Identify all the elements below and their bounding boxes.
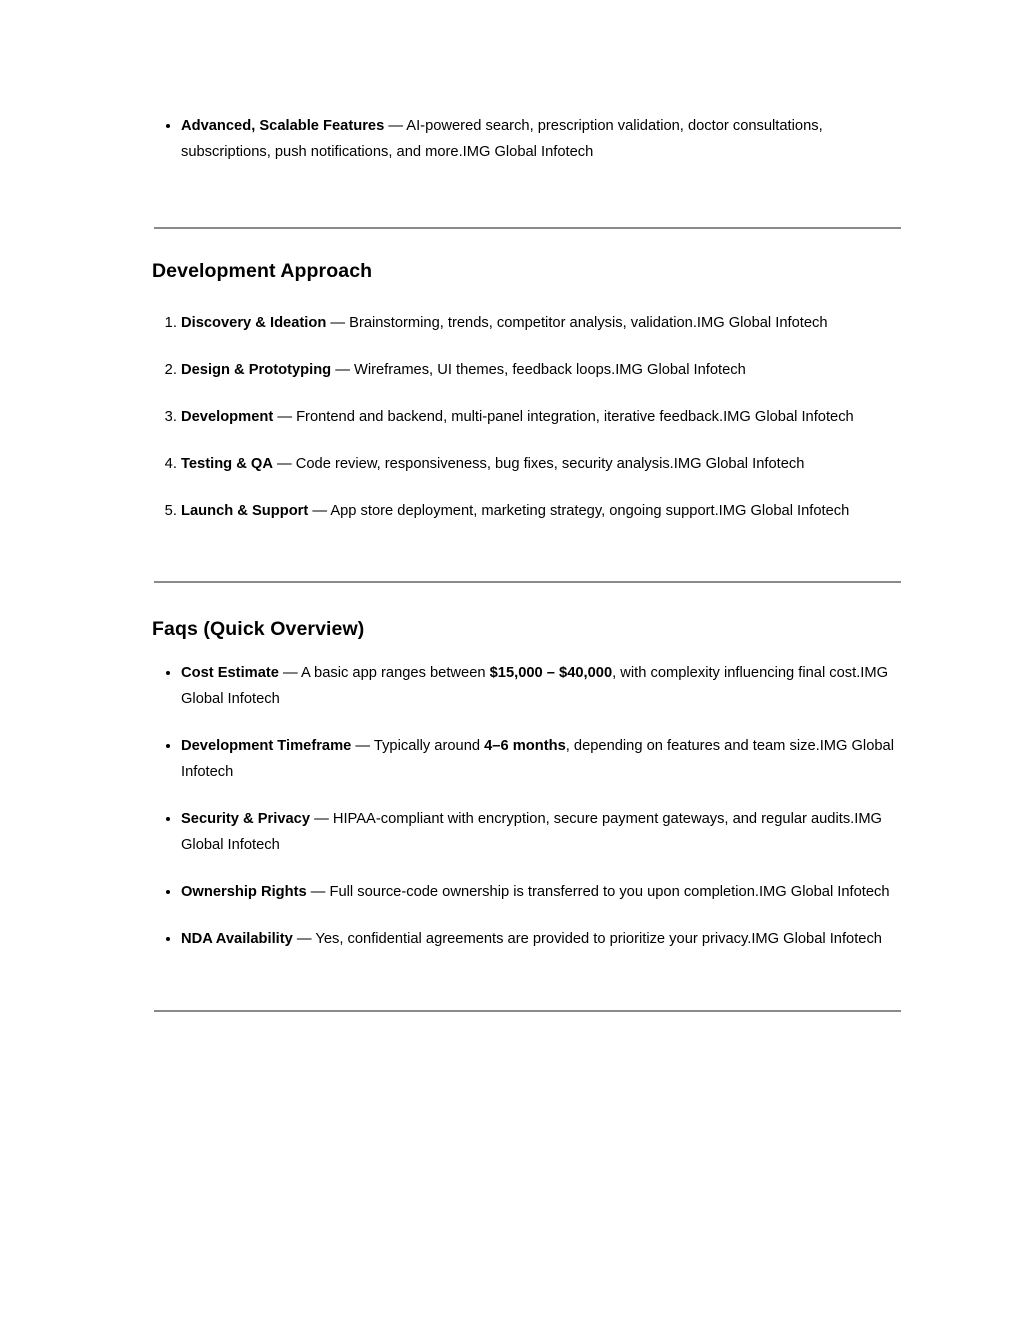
body-text-segment: — Full source-code ownership is transferred to you upon completion.IMG Global Infotech bbox=[306, 884, 890, 900]
faq-bullet-item bbox=[181, 660, 901, 712]
body-text-segment: — Brainstorming, trends, competitor analysis, validation.IMG Global Infotech bbox=[326, 315, 828, 331]
features-bullet-list bbox=[152, 113, 901, 165]
section-divider bbox=[154, 581, 901, 583]
bold-text-segment: Design & Prototyping bbox=[181, 362, 332, 378]
development-approach-heading: Development Approach bbox=[152, 260, 373, 282]
bold-text-segment: Advanced, Scalable Features bbox=[181, 118, 385, 134]
body-text-segment: — Code review, responsiveness, bug fixes, security analysis.IMG Global Infotech bbox=[272, 456, 805, 472]
bold-text-segment: Ownership Rights bbox=[181, 884, 307, 900]
body-text-segment: — Frontend and backend, multi-panel integration, iterative feedback.IMG Global Infotech bbox=[273, 409, 854, 425]
development-step-item bbox=[181, 498, 901, 524]
bold-text-segment: Launch & Support bbox=[181, 503, 309, 519]
body-text-segment: — AI-powered search, prescription validation, doctor consultations, subscriptions, push notifications, and more.IMG Global Infotech bbox=[181, 118, 823, 160]
development-step-item bbox=[181, 451, 901, 477]
bold-text-segment: Discovery & Ideation bbox=[181, 315, 327, 331]
development-step-item bbox=[181, 357, 901, 383]
faq-bullet-item bbox=[181, 806, 901, 858]
body-text-segment: , depending on features and team size.IMG Global Infotech bbox=[181, 738, 894, 780]
body-text-segment: — Wireframes, UI themes, feedback loops.IMG Global Infotech bbox=[331, 362, 746, 378]
bold-text-segment: 4–6 months bbox=[484, 738, 566, 754]
section-divider bbox=[154, 227, 901, 229]
bold-text-segment: NDA Availability bbox=[181, 931, 293, 947]
bold-text-segment: Development bbox=[181, 409, 274, 425]
bold-text-segment: Development Timeframe bbox=[181, 738, 352, 754]
development-steps-numbered-list bbox=[152, 310, 901, 524]
faq-bullet-item bbox=[181, 879, 901, 905]
section-divider bbox=[154, 1010, 901, 1012]
bold-text-segment: Cost Estimate bbox=[181, 665, 279, 681]
body-text-segment: — HIPAA-compliant with encryption, secure payment gateways, and regular audits.IMG Global Infotech bbox=[181, 811, 882, 853]
faqs-bullet-list bbox=[152, 660, 901, 952]
bold-text-segment: $15,000 – $40,000 bbox=[489, 665, 613, 681]
faq-bullet-item bbox=[181, 926, 901, 952]
feature-bullet-item bbox=[181, 113, 901, 165]
faqs-heading: Faqs (Quick Overview) bbox=[152, 618, 365, 640]
body-text-segment: — App store deployment, marketing strategy, ongoing support.IMG Global Infotech bbox=[308, 503, 850, 519]
body-text-segment: — Typically around bbox=[351, 738, 485, 754]
development-step-item bbox=[181, 404, 901, 430]
body-text-segment: — Yes, confidential agreements are provided to prioritize your privacy.IMG Global Infotech bbox=[292, 931, 882, 947]
bold-text-segment: Security & Privacy bbox=[181, 811, 310, 827]
development-step-item bbox=[181, 310, 901, 336]
body-text-segment: , with complexity influencing final cost.IMG Global Infotech bbox=[181, 665, 889, 707]
faq-bullet-item bbox=[181, 733, 901, 785]
body-text-segment: — A basic app ranges between bbox=[278, 665, 490, 681]
bold-text-segment: Testing & QA bbox=[181, 456, 273, 472]
